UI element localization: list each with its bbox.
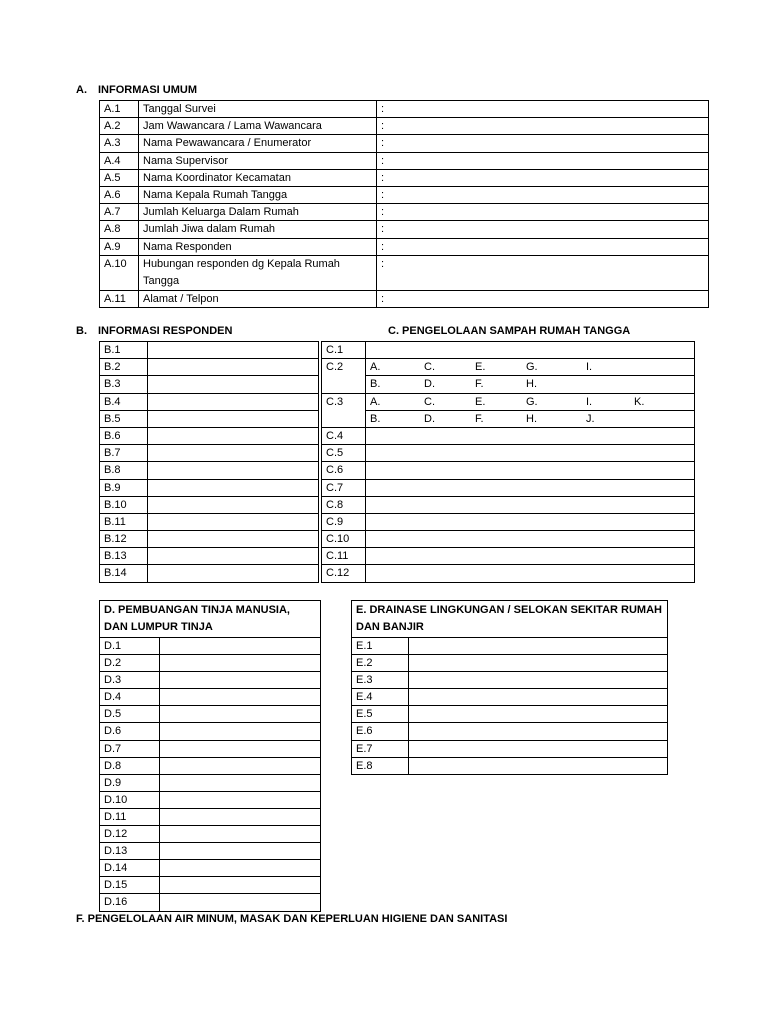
option-letter[interactable]: C. (424, 395, 435, 408)
option-letter[interactable]: B. (370, 412, 381, 425)
row-answer-field[interactable] (160, 723, 321, 740)
section-b-header (76, 325, 232, 337)
section-e-row (352, 689, 668, 706)
section-d-row (100, 757, 321, 774)
row-answer-field[interactable]: : (377, 290, 709, 307)
section-c-row (322, 479, 695, 496)
option-line (366, 410, 695, 427)
row-answer-field[interactable] (366, 531, 695, 548)
row-code: A.9 (100, 238, 139, 255)
section-c-row (322, 359, 695, 376)
section-d-row (100, 791, 321, 808)
row-answer-field[interactable] (366, 462, 695, 479)
section-d-title: D. PEMBUANGAN TINJA MANUSIA, DAN LUMPUR TINJA (100, 601, 321, 638)
row-answer-field[interactable] (366, 548, 695, 565)
section-e-row (352, 672, 668, 689)
row-label: Tanggal Survei (139, 101, 377, 118)
section-c-row (322, 462, 695, 479)
option-letter[interactable]: G. (526, 395, 538, 408)
row-code: C.12 (322, 565, 366, 582)
row-answer-field[interactable]: : (377, 186, 709, 203)
section-b-row (100, 565, 319, 582)
section-b-title: INFORMASI RESPONDEN (98, 325, 233, 337)
row-answer-field[interactable] (160, 638, 321, 655)
row-answer-field[interactable]: : (377, 135, 709, 152)
section-c-row (322, 513, 695, 530)
section-a-row (100, 118, 709, 135)
section-e-title: E. DRAINASE LINGKUNGAN / SELOKAN SEKITAR RUMAH DAN BANJIR (352, 601, 668, 638)
section-d-row (100, 655, 321, 672)
row-code: C.5 (322, 445, 366, 462)
row-code: A.2 (100, 118, 139, 135)
row-code: A.3 (100, 135, 139, 152)
row-answer-field[interactable]: : (377, 204, 709, 221)
section-a-row (100, 290, 709, 307)
row-answer-field[interactable] (148, 479, 319, 496)
section-a-table (99, 100, 709, 308)
row-code: D.13 (100, 843, 160, 860)
section-b-row (100, 513, 319, 530)
row-code: E.5 (352, 706, 409, 723)
row-answer-field[interactable]: : (377, 118, 709, 135)
row-answer-field[interactable] (366, 565, 695, 582)
row-code: B.12 (100, 531, 148, 548)
section-a-row (100, 152, 709, 169)
section-b-prefix: B. (76, 325, 87, 337)
option-letter[interactable]: F. (475, 412, 484, 425)
section-e-row (352, 655, 668, 672)
section-c-row (322, 342, 695, 359)
option-letter[interactable]: A. (370, 361, 381, 374)
row-code: D.6 (100, 723, 160, 740)
section-a-row (100, 204, 709, 221)
section-d-row (100, 894, 321, 911)
option-line (366, 393, 695, 410)
section-b-row (100, 393, 319, 410)
section-c-row (322, 496, 695, 513)
row-answer-field[interactable] (160, 672, 321, 689)
row-code: C.3 (322, 393, 366, 427)
row-answer-field[interactable]: : (377, 255, 709, 290)
section-b-row (100, 548, 319, 565)
section-c-title: C. PENGELOLAAN SAMPAH RUMAH TANGGA (388, 325, 631, 337)
section-d-row (100, 843, 321, 860)
row-code: C.1 (322, 342, 366, 359)
row-code: D.14 (100, 860, 160, 877)
section-e-row (352, 638, 668, 655)
row-code: E.3 (352, 672, 409, 689)
option-letter[interactable]: D. (424, 412, 435, 425)
option-letter[interactable]: G. (526, 361, 538, 374)
row-code: E.6 (352, 723, 409, 740)
row-answer-field[interactable] (409, 638, 668, 655)
row-answer-field[interactable] (409, 723, 668, 740)
section-c-row (322, 565, 695, 582)
row-answer-field[interactable]: : (377, 238, 709, 255)
row-code: B.4 (100, 393, 148, 410)
section-a-row (100, 255, 709, 290)
row-code: A.11 (100, 290, 139, 307)
row-code: B.5 (100, 410, 148, 427)
section-f-header (76, 913, 507, 925)
row-code: A.7 (100, 204, 139, 221)
row-answer-field[interactable] (409, 655, 668, 672)
row-code: C.7 (322, 479, 366, 496)
option-letter[interactable]: E. (475, 395, 486, 408)
option-letter[interactable]: H. (526, 378, 537, 391)
row-code: B.14 (100, 565, 148, 582)
row-answer-field[interactable] (148, 531, 319, 548)
section-a-row (100, 135, 709, 152)
section-d-row (100, 774, 321, 791)
row-code: B.2 (100, 359, 148, 376)
row-answer-field[interactable]: : (377, 221, 709, 238)
option-letter[interactable]: K. (634, 395, 645, 408)
row-answer-field[interactable] (148, 410, 319, 427)
row-label: Jumlah Jiwa dalam Rumah (139, 221, 377, 238)
row-code: C.6 (322, 462, 366, 479)
row-code: D.3 (100, 672, 160, 689)
row-answer-field[interactable] (366, 427, 695, 444)
row-code: E.7 (352, 740, 409, 757)
option-letter[interactable]: I. (586, 361, 593, 374)
section-b-row (100, 410, 319, 427)
row-label: Nama Koordinator Kecamatan (139, 169, 377, 186)
row-code: E.4 (352, 689, 409, 706)
row-code: C.9 (322, 513, 366, 530)
section-d-row (100, 638, 321, 655)
row-answer-field[interactable] (160, 706, 321, 723)
section-a-row (100, 238, 709, 255)
row-label: Nama Kepala Rumah Tangga (139, 186, 377, 203)
row-code: E.1 (352, 638, 409, 655)
section-e-row (352, 740, 668, 757)
row-code: B.10 (100, 496, 148, 513)
row-answer-field[interactable] (148, 376, 319, 393)
row-answer-field[interactable] (160, 757, 321, 774)
row-code: A.5 (100, 169, 139, 186)
row-code: C.4 (322, 427, 366, 444)
row-code: D.15 (100, 877, 160, 894)
row-answer-field[interactable] (409, 706, 668, 723)
section-d-row (100, 877, 321, 894)
row-label: Nama Responden (139, 238, 377, 255)
section-b-row (100, 531, 319, 548)
row-code: B.6 (100, 427, 148, 444)
section-a-row (100, 186, 709, 203)
row-code: D.7 (100, 740, 160, 757)
row-code: D.4 (100, 689, 160, 706)
row-answer-field[interactable] (148, 462, 319, 479)
row-answer-field[interactable] (160, 843, 321, 860)
row-answer-field[interactable]: : (377, 169, 709, 186)
section-b-row (100, 496, 319, 513)
section-a-header (76, 84, 197, 96)
row-code: A.6 (100, 186, 139, 203)
row-answer-field[interactable] (160, 808, 321, 825)
row-code: B.13 (100, 548, 148, 565)
option-letter[interactable]: E. (475, 361, 486, 374)
section-d-row (100, 723, 321, 740)
section-e-table (351, 600, 668, 775)
row-answer-field[interactable] (366, 513, 695, 530)
row-answer-field[interactable] (148, 342, 319, 359)
section-b-row (100, 462, 319, 479)
row-code: C.2 (322, 359, 366, 393)
section-d-row (100, 672, 321, 689)
section-b-row (100, 342, 319, 359)
section-b-row (100, 359, 319, 376)
row-code: A.1 (100, 101, 139, 118)
section-c-row (322, 376, 695, 393)
section-d-table (99, 600, 321, 912)
row-code: B.3 (100, 376, 148, 393)
row-label: Jam Wawancara / Lama Wawancara (139, 118, 377, 135)
row-answer-field[interactable] (160, 774, 321, 791)
row-code: B.1 (100, 342, 148, 359)
row-answer-field[interactable] (160, 740, 321, 757)
row-code: D.16 (100, 894, 160, 911)
row-code: B.9 (100, 479, 148, 496)
row-answer-field[interactable] (148, 565, 319, 582)
row-answer-field[interactable] (409, 757, 668, 774)
option-letter[interactable]: B. (370, 378, 381, 391)
section-d-row (100, 860, 321, 877)
section-a-row (100, 169, 709, 186)
row-answer-field[interactable] (160, 689, 321, 706)
section-f-title: F. PENGELOLAAN AIR MINUM, MASAK DAN KEPERLUAN HIGIENE DAN SANITASI (76, 913, 508, 925)
row-answer-field[interactable] (148, 548, 319, 565)
row-code: B.11 (100, 513, 148, 530)
row-code: C.11 (322, 548, 366, 565)
row-answer-field[interactable] (148, 427, 319, 444)
section-a-title: INFORMASI UMUM (98, 84, 197, 96)
section-c-row (322, 427, 695, 444)
section-e-row (352, 706, 668, 723)
option-letter[interactable]: I. (586, 395, 593, 408)
row-code: E.8 (352, 757, 409, 774)
row-code: E.2 (352, 655, 409, 672)
section-c-table (321, 341, 695, 583)
row-label: Jumlah Keluarga Dalam Rumah (139, 204, 377, 221)
row-answer-field[interactable] (148, 359, 319, 376)
row-code: C.8 (322, 496, 366, 513)
section-e-row (352, 723, 668, 740)
row-code: B.7 (100, 445, 148, 462)
row-code: D.11 (100, 808, 160, 825)
section-c-row (322, 531, 695, 548)
section-d-row (100, 689, 321, 706)
row-answer-field[interactable] (160, 655, 321, 672)
section-a-row (100, 221, 709, 238)
row-answer-field[interactable] (160, 877, 321, 894)
row-code: D.9 (100, 774, 160, 791)
row-answer-field[interactable]: : (377, 101, 709, 118)
row-answer-field[interactable]: : (377, 152, 709, 169)
section-b-table (99, 341, 319, 583)
section-d-row (100, 808, 321, 825)
row-code: D.5 (100, 706, 160, 723)
row-code: D.8 (100, 757, 160, 774)
row-code: B.8 (100, 462, 148, 479)
row-answer-field[interactable] (148, 496, 319, 513)
row-code: D.12 (100, 826, 160, 843)
row-answer-field[interactable] (366, 479, 695, 496)
section-b-row (100, 445, 319, 462)
option-letter[interactable]: H. (526, 412, 537, 425)
row-code: D.2 (100, 655, 160, 672)
option-letter[interactable]: F. (475, 378, 484, 391)
row-label: Hubungan responden dg Kepala Rumah Tangga (139, 255, 377, 290)
section-d-row (100, 740, 321, 757)
row-answer-field[interactable] (148, 445, 319, 462)
row-answer-field[interactable] (409, 689, 668, 706)
option-letter[interactable]: A. (370, 395, 381, 408)
row-label: Alamat / Telpon (139, 290, 377, 307)
section-a-prefix: A. (76, 84, 87, 96)
section-e-row (352, 757, 668, 774)
row-code: A.8 (100, 221, 139, 238)
row-code: D.1 (100, 638, 160, 655)
section-b-row (100, 479, 319, 496)
row-code: A.4 (100, 152, 139, 169)
section-c-row (322, 410, 695, 427)
row-answer-field[interactable] (160, 894, 321, 911)
row-answer-field[interactable] (409, 740, 668, 757)
section-d-row (100, 706, 321, 723)
row-answer-field[interactable] (148, 513, 319, 530)
row-code: A.10 (100, 255, 139, 290)
section-c-header (388, 325, 630, 337)
row-answer-field[interactable] (366, 496, 695, 513)
section-a-row (100, 101, 709, 118)
section-c-row (322, 548, 695, 565)
option-line (366, 359, 695, 376)
option-letter[interactable]: D. (424, 378, 435, 391)
section-c-row (322, 393, 695, 410)
section-b-row (100, 376, 319, 393)
row-answer-field[interactable] (409, 672, 668, 689)
row-answer-field[interactable] (366, 445, 695, 462)
option-line (366, 376, 695, 393)
row-code: C.10 (322, 531, 366, 548)
option-letter[interactable]: J. (586, 412, 595, 425)
row-answer-field[interactable] (160, 860, 321, 877)
row-label: Nama Supervisor (139, 152, 377, 169)
row-answer-field[interactable] (366, 342, 695, 359)
row-answer-field[interactable] (160, 791, 321, 808)
section-b-row (100, 427, 319, 444)
section-c-row (322, 445, 695, 462)
row-answer-field[interactable] (148, 393, 319, 410)
option-letter[interactable]: C. (424, 361, 435, 374)
row-code: D.10 (100, 791, 160, 808)
row-answer-field[interactable] (160, 826, 321, 843)
section-d-row (100, 826, 321, 843)
row-label: Nama Pewawancara / Enumerator (139, 135, 377, 152)
